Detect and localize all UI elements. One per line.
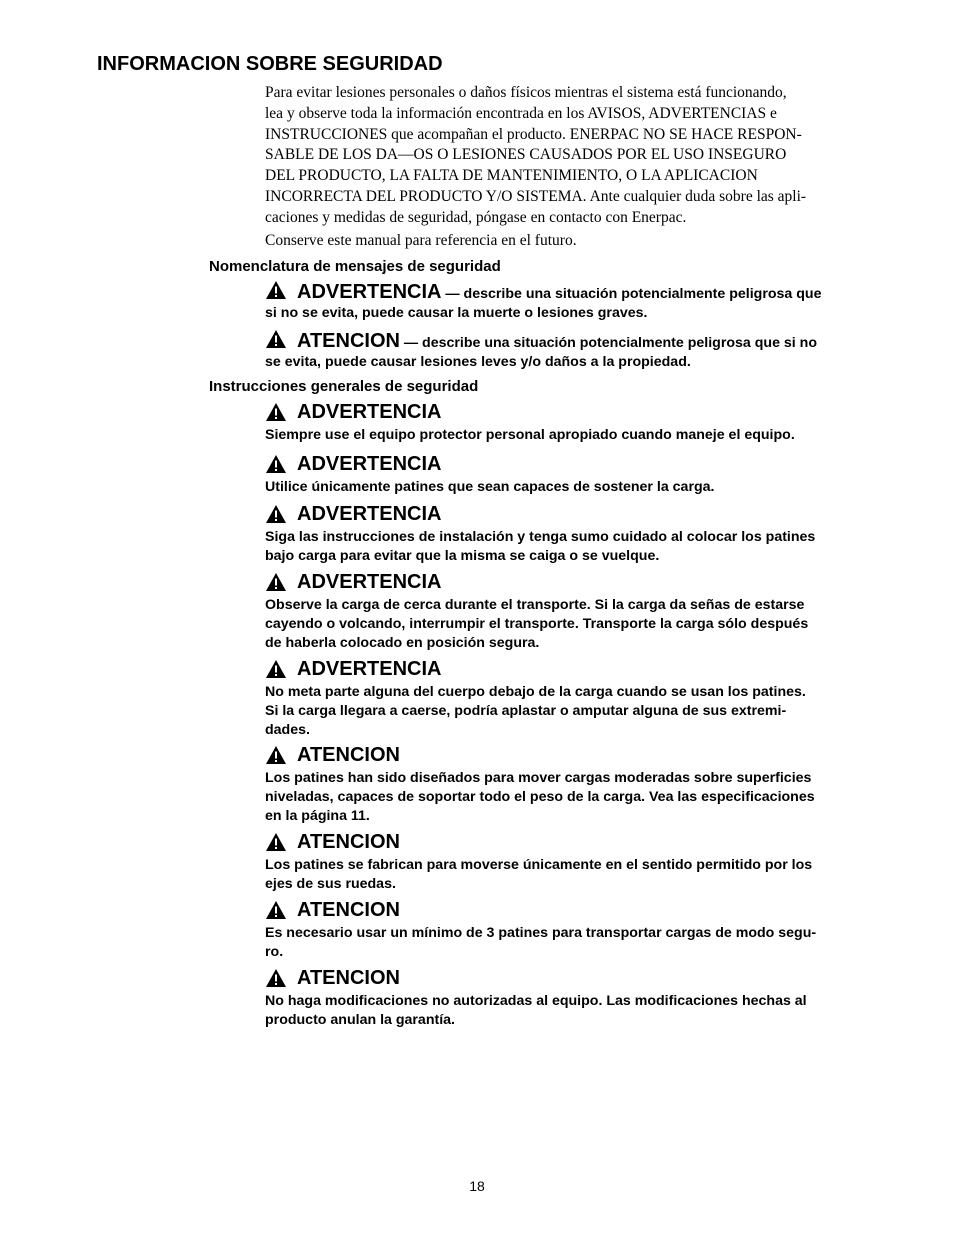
notice-line: Observe la carga de cerca durante el transporte. Si la carga da señas de estarse — [265, 597, 805, 613]
nomenclature-heading: Nomenclatura de mensajes de seguridad — [209, 258, 501, 275]
notice-header — [265, 399, 885, 425]
notice-header — [265, 829, 885, 855]
notice-line: Siga las instrucciones de instalación y tenga sumo cuidado al colocar los patines — [265, 529, 816, 545]
safety-notice — [265, 829, 885, 894]
notice-line: Los patines se fabrican para moverse únicamente en el sentido permitido por los — [265, 857, 813, 873]
notice-body — [265, 856, 885, 894]
intro-line: SABLE DE LOS DA—OS O LESIONES CAUSADOS POR EL USO INSEGURO — [265, 146, 787, 164]
intro-line: INCORRECTA DEL PRODUCTO Y/O SISTEMA. Ante cualquier duda sobre las apli- — [265, 187, 807, 205]
definition-term: ATENCION — [297, 330, 400, 352]
notice-body — [265, 992, 885, 1030]
notice-header — [265, 965, 885, 991]
notice-line: en la página 11. — [265, 808, 370, 824]
notice-line: Es necesario usar un mínimo de 3 patines para transportar cargas de modo segu- — [265, 925, 817, 941]
notice-body — [265, 426, 885, 445]
notice-label: ADVERTENCIA — [297, 502, 442, 525]
definition-first-line — [265, 329, 885, 353]
safety-notice — [265, 569, 885, 653]
safety-notice — [265, 965, 885, 1030]
warning-triangle-icon — [265, 659, 287, 679]
definition-term: ADVERTENCIA — [297, 281, 442, 303]
notice-label: ATENCION — [297, 830, 400, 853]
definition-text: — describe una situación potencialmente peligrosa que — [441, 286, 822, 302]
notice-body — [265, 478, 885, 497]
notice-header — [265, 656, 885, 682]
warning-triangle-icon — [265, 454, 287, 474]
page-title: INFORMACION SOBRE SEGURIDAD — [97, 53, 443, 75]
notice-line: Siempre use el equipo protector personal apropiado cuando maneje el equipo. — [265, 427, 795, 443]
definition-second-line: se evita, puede causar lesiones leves y/o daños a la propiedad. — [265, 354, 691, 370]
notice-label: ATENCION — [297, 966, 400, 989]
notice-label: ATENCION — [297, 898, 400, 921]
definition-warning — [265, 280, 885, 323]
notice-label: ADVERTENCIA — [297, 452, 442, 475]
safety-notice — [265, 399, 885, 445]
keep-manual-note: Conserve este manual para referencia en el futuro. — [265, 231, 577, 249]
notice-header — [265, 569, 885, 595]
warning-triangle-icon — [265, 504, 287, 524]
safety-notice — [265, 451, 885, 497]
notice-label: ADVERTENCIA — [297, 400, 442, 423]
notice-header — [265, 501, 885, 527]
warning-triangle-icon — [265, 329, 287, 349]
notice-line: dades. — [265, 722, 310, 738]
notice-body — [265, 528, 885, 566]
intro-line: INSTRUCCIONES que acompañan el producto. ENERPAC NO SE HACE RESPON- — [265, 125, 802, 143]
definition-text: — describe una situación potencialmente peligrosa que si no — [399, 335, 818, 351]
intro-paragraph — [265, 83, 880, 251]
notice-label: ATENCION — [297, 743, 400, 766]
intro-line: caciones y medidas de seguridad, póngase en contacto con Enerpac. — [265, 208, 687, 226]
notice-line: Si la carga llegara a caerse, podría aplastar o amputar alguna de sus extremi- — [265, 703, 787, 719]
notice-line: niveladas, capaces de soportar todo el peso de la carga. Vea las especificaciones — [265, 789, 815, 805]
warning-triangle-icon — [265, 968, 287, 988]
page-number: 18 — [469, 1178, 485, 1194]
notice-body — [265, 769, 885, 826]
safety-notice — [265, 501, 885, 566]
notice-body — [265, 924, 885, 962]
notice-line: Los patines han sido diseñados para mover cargas moderadas sobre superficies — [265, 770, 812, 786]
warning-triangle-icon — [265, 832, 287, 852]
warning-triangle-icon — [265, 572, 287, 592]
notice-body — [265, 683, 885, 740]
safety-notice — [265, 897, 885, 962]
notice-header — [265, 451, 885, 477]
notice-label: ADVERTENCIA — [297, 657, 442, 680]
general-instructions-heading: Instrucciones generales de seguridad — [209, 378, 479, 395]
warning-triangle-icon — [265, 402, 287, 422]
notice-line: bajo carga para evitar que la misma se caiga o se vuelque. — [265, 548, 660, 564]
warning-triangle-icon — [265, 745, 287, 765]
notice-header — [265, 897, 885, 923]
safety-notice — [265, 656, 885, 740]
notice-line: Utilice únicamente patines que sean capaces de sostener la carga. — [265, 479, 715, 495]
safety-notice — [265, 742, 885, 826]
definition-first-line — [265, 280, 885, 304]
notice-line: ro. — [265, 944, 284, 960]
notice-line: No meta parte alguna del cuerpo debajo de la carga cuando se usan los patines. — [265, 684, 806, 700]
notice-line: No haga modificaciones no autorizadas al equipo. Las modificaciones hechas al — [265, 993, 807, 1009]
intro-line: Para evitar lesiones personales o daños físicos mientras el sistema está funcionando, — [265, 84, 787, 101]
warning-triangle-icon — [265, 280, 287, 300]
definition-second-line: si no se evita, puede causar la muerte o lesiones graves. — [265, 305, 648, 321]
intro-line: DEL PRODUCTO, LA FALTA DE MANTENIMIENTO, O LA APLICACION — [265, 167, 758, 185]
notice-header — [265, 742, 885, 768]
notice-line: de haberla colocado en posición segura. — [265, 635, 540, 651]
notice-line: cayendo o volcando, interrumpir el transporte. Transporte la carga sólo después — [265, 616, 809, 632]
definition-caution — [265, 329, 885, 372]
intro-line: lea y observe toda la información encontrada en los AVISOS, ADVERTENCIAS e — [265, 104, 777, 122]
notice-body — [265, 596, 885, 653]
notice-line: producto anulan la garantía. — [265, 1012, 455, 1028]
notice-label: ADVERTENCIA — [297, 570, 442, 593]
warning-triangle-icon — [265, 900, 287, 920]
notice-line: ejes de sus ruedas. — [265, 876, 396, 892]
